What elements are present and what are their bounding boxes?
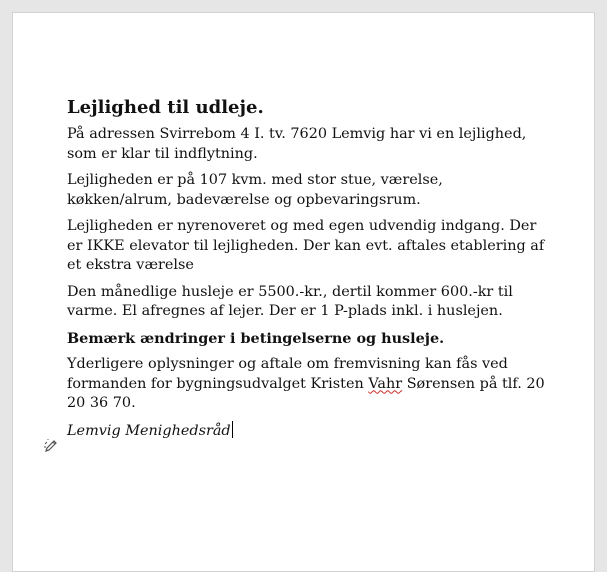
paragraph-contact [67,355,545,414]
edit-pen-icon[interactable] [43,438,59,454]
document-page[interactable] [12,12,595,572]
document-title: Lejlighed til udleje. [67,97,264,118]
contact-text-after: Sørensen på tlf. 20 20 36 70. [67,375,545,411]
spelling-flagged-word[interactable]: Vahr [368,375,403,392]
contact-text-before: Yderligere oplysninger og aftale om fremvisning kan fås ved formanden for bygningsudvalget Kristen [67,356,508,392]
paragraph-size: Lejligheden er på 107 kvm. med stor stue, værelse, køkken/alrum, badeværelse og opbevaringsrum. [67,172,443,208]
signature-line [67,421,545,441]
text-cursor [232,421,233,438]
signature-text: Lemvig Menighedsråd [67,422,231,439]
notice-text: Bemærk ændringer i betingelserne og husleje. [67,329,445,347]
paragraph-renovation: Lejligheden er nyrenoveret og med egen udvendig indgang. Der er IKKE elevator til lejligheden. Der kan evt. aftales etablering af et ekstra værelse [67,218,545,273]
paragraph-rent: Den månedlige husleje er 5500.-kr., dertil kommer 600.-kr til varme. El afregnes af lejer. Der er 1 P-plads inkl. i huslejen. [67,283,513,319]
document-body[interactable] [67,97,545,441]
paragraph-address: På adressen Svirrebom 4 I. tv. 7620 Lemvig har vi en lejlighed, som er klar til indflytning. [67,126,527,162]
